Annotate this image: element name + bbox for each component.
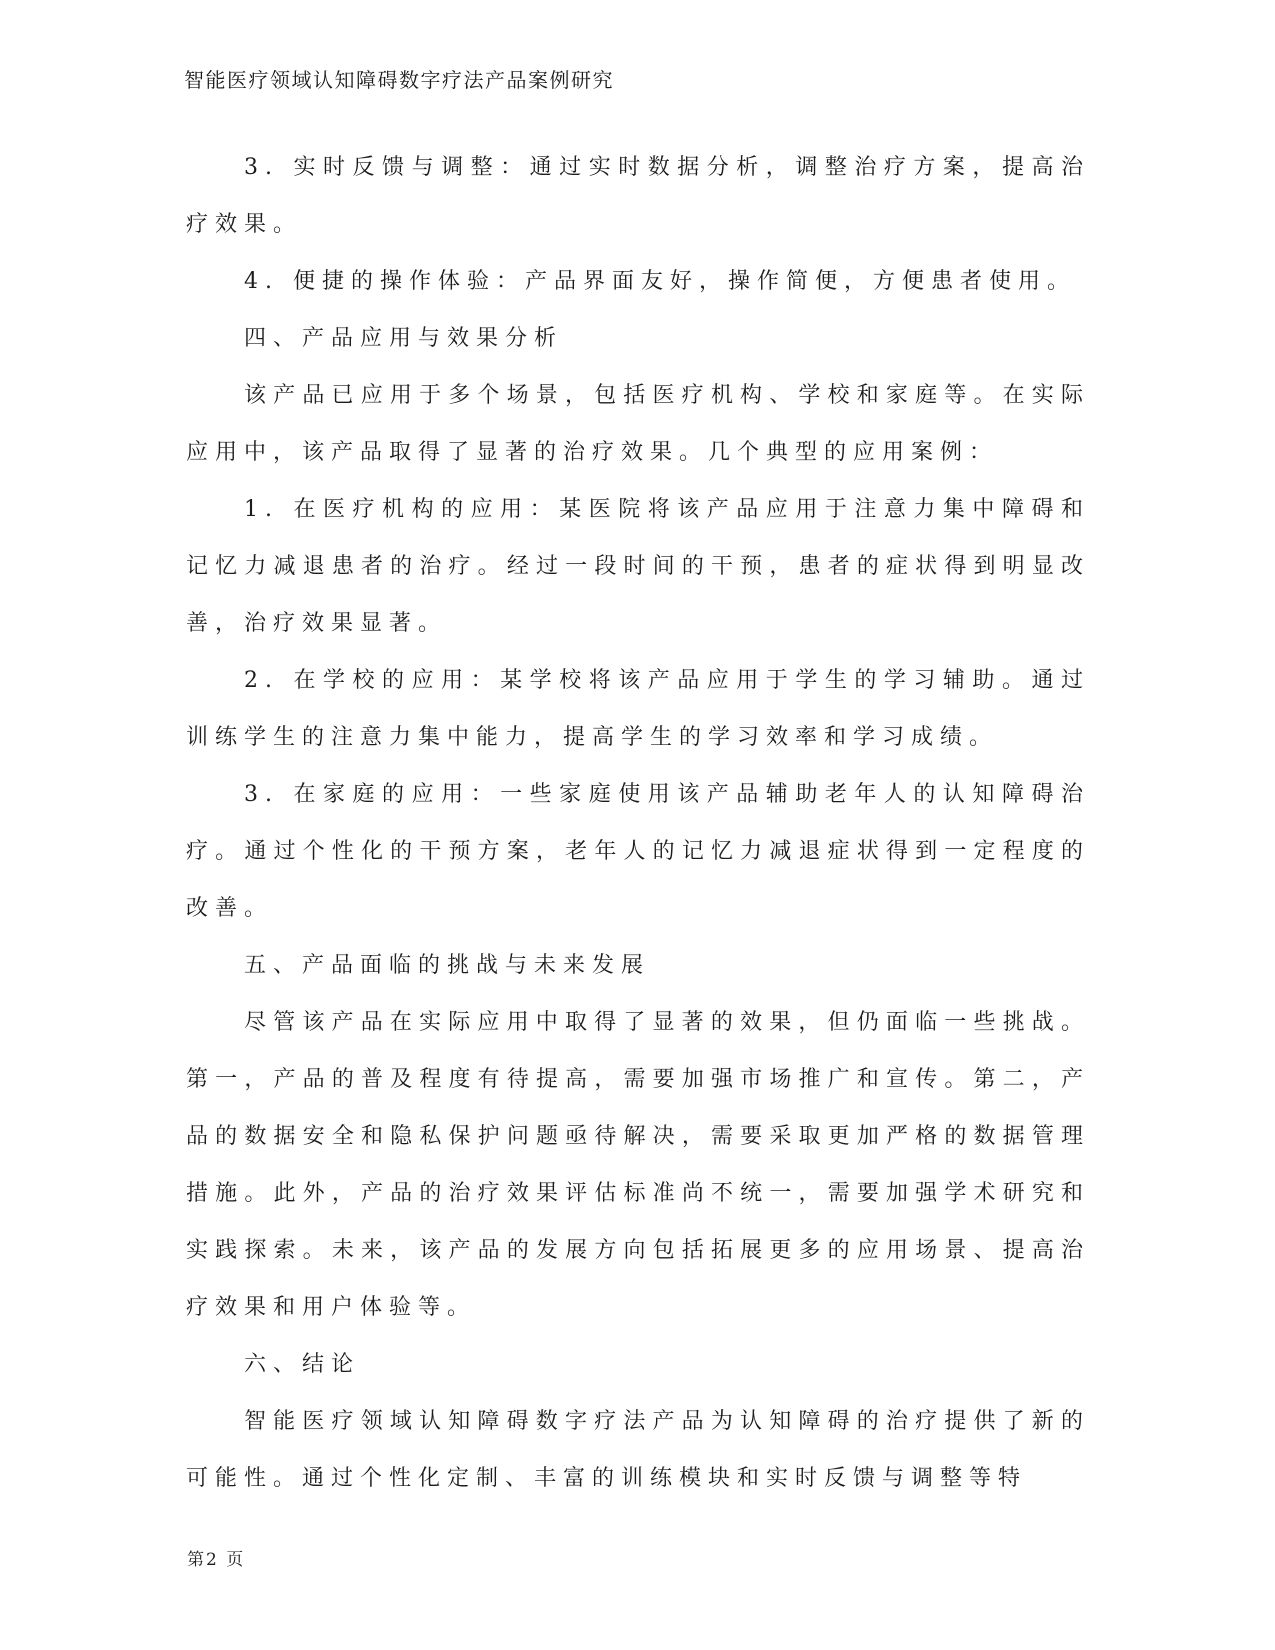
section-heading: 六、结论 [244,1352,361,1377]
page-header-title: 智能医疗领域认知障碍数字疗法产品案例研究 [184,68,614,92]
paragraph: 3. 实时反馈与调整：通过实时数据分析，调整治疗方案，提高治疗效果。 [186,155,1090,237]
paragraph: 2. 在学校的应用：某学校将该产品应用于学生的学习辅助。通过训练学生的注意力集中能力，提高学生的学习效率和学习成绩。 [186,668,1090,750]
paragraph: 1. 在医疗机构的应用：某医院将该产品应用于注意力集中障碍和记忆力减退患者的治疗。经过一段时间的干预，患者的症状得到明显改善，治疗效果显著。 [186,497,1090,636]
paragraph: 3. 在家庭的应用：一些家庭使用该产品辅助老年人的认知障碍治疗。通过个性化的干预方案，老年人的记忆力减退症状得到一定程度的改善。 [186,782,1090,921]
paragraph: 智能医疗领域认知障碍数字疗法产品为认知障碍的治疗提供了新的可能性。通过个性化定制、丰富的训练模块和实时反馈与调整等特 [186,1409,1090,1491]
paragraph: 4. 便捷的操作体验：产品界面友好，操作简便，方便患者使用。 [244,269,1076,294]
document-body [186,139,1090,1507]
paragraph: 尽管该产品在实际应用中取得了显著的效果，但仍面临一些挑战。第一，产品的普及程度有待提高，需要加强市场推广和宣传。第二，产品的数据安全和隐私保护问题亟待解决，需要采取更加严格的数据管理措施。此外，产品的治疗效果评估标准尚不统一，需要加强学术研究和实践探索。未来，该产品的发展方向包括拓展更多的应用场景、提高治疗效果和用户体验等。 [186,1010,1090,1320]
paragraph: 该产品已应用于多个场景，包括医疗机构、学校和家庭等。在实际应用中，该产品取得了显著的治疗效果。几个典型的应用案例： [186,383,1090,465]
page-number: 第2 页 [187,1550,246,1570]
section-heading: 四、产品应用与效果分析 [244,326,564,351]
section-heading: 五、产品面临的挑战与未来发展 [244,953,651,978]
